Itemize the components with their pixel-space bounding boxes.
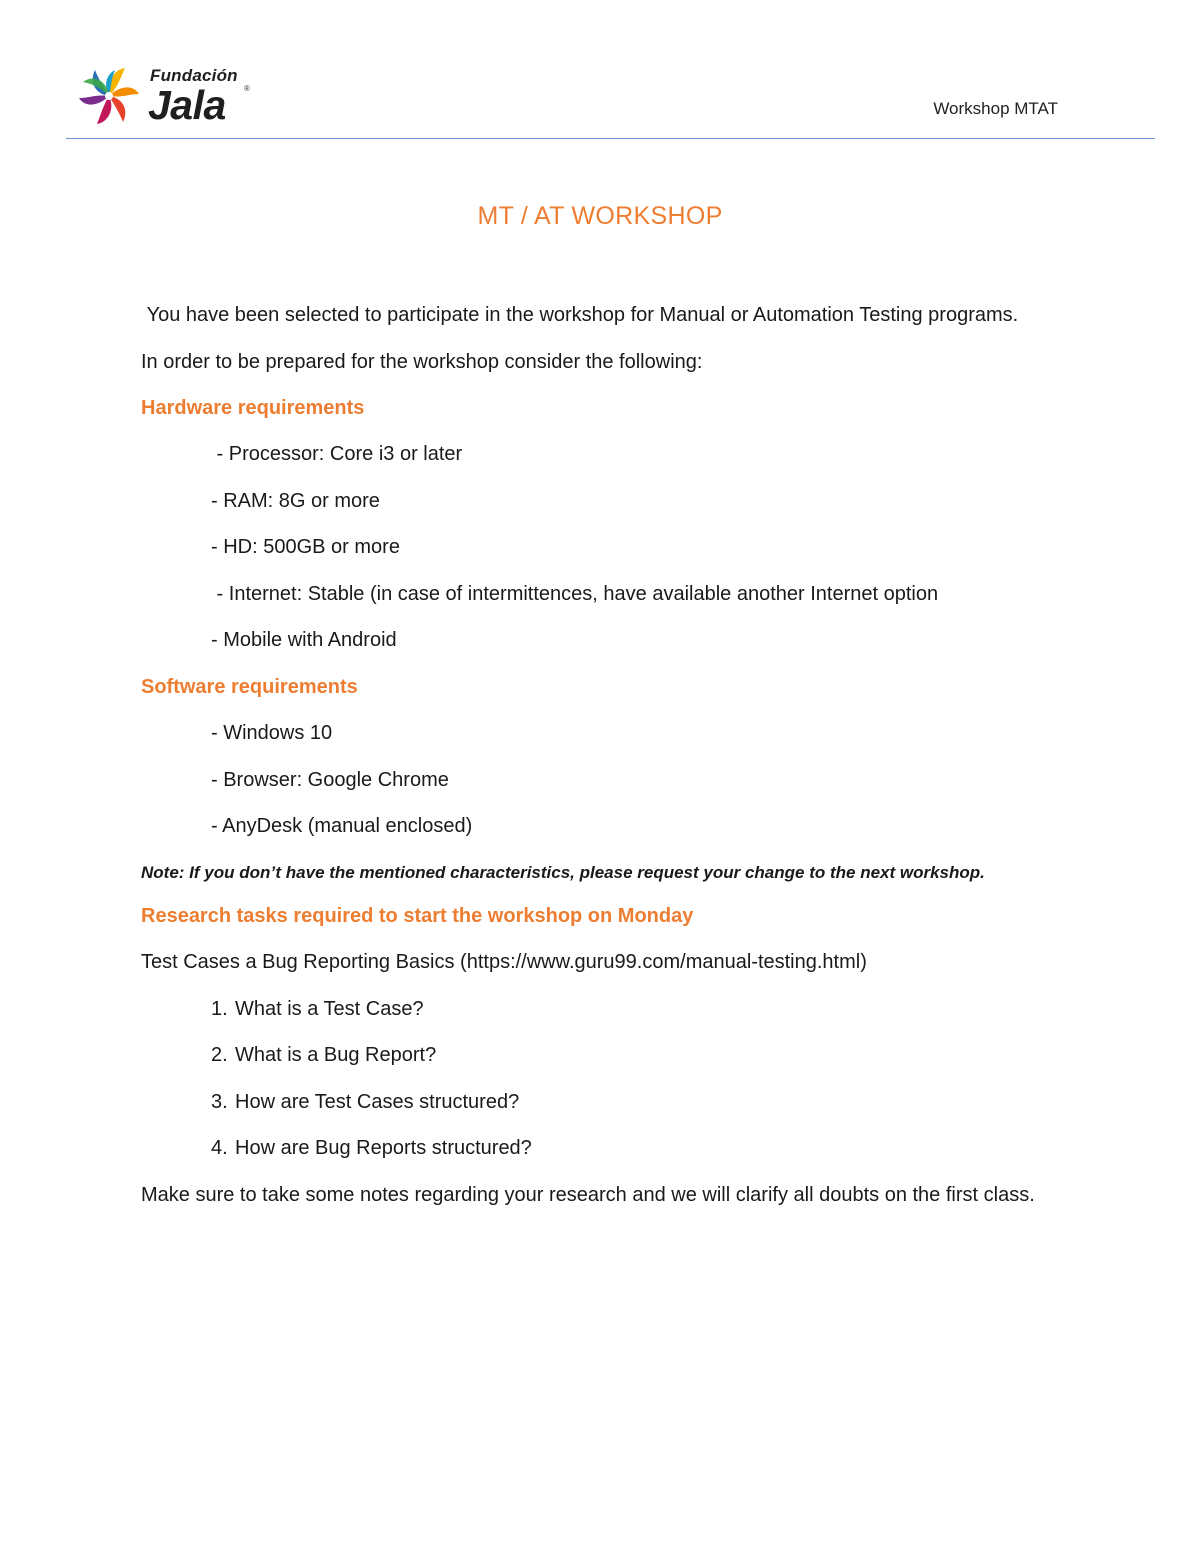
- logo-fundacion-text: Fundación: [150, 66, 238, 85]
- list-item-number: 4.: [211, 1137, 228, 1159]
- intro-paragraph: You have been selected to participate in the workshop for Manual or Automation Testing programs.: [141, 304, 1019, 326]
- list-item-text: How are Bug Reports structured?: [235, 1137, 532, 1159]
- list-item-text: What is a Test Case?: [235, 998, 424, 1020]
- list-item: [141, 994, 1059, 1025]
- research-question-list: [141, 994, 1059, 1164]
- closing-paragraph: Make sure to take some notes regarding your research and we will clarify all doubts on the first class.: [141, 1184, 1035, 1206]
- hardware-list: [141, 439, 1059, 656]
- note-text: Note: If you don’t have the mentioned characteristics, please request your change to the next workshop.: [141, 863, 985, 882]
- software-item-anydesk: - AnyDesk (manual enclosed): [211, 815, 473, 837]
- pinwheel-logo-icon: [76, 62, 142, 128]
- list-item: [141, 1087, 1059, 1118]
- hardware-heading: Hardware requirements: [141, 397, 365, 419]
- document-title: MT / AT WORKSHOP: [477, 202, 723, 230]
- prep-paragraph: In order to be prepared for the workshop consider the following:: [141, 351, 703, 373]
- software-list: [141, 718, 1059, 842]
- software-heading: Software requirements: [141, 676, 358, 698]
- document-body: [141, 300, 1059, 1211]
- hardware-item-processor: - Processor: Core i3 or later: [211, 443, 463, 465]
- research-heading: Research tasks required to start the workshop on Monday: [141, 905, 694, 927]
- hardware-item-hd: - HD: 500GB or more: [211, 536, 400, 558]
- list-item-text: What is a Bug Report?: [235, 1044, 437, 1066]
- list-item: [141, 1133, 1059, 1164]
- hardware-item-mobile: - Mobile with Android: [211, 629, 397, 651]
- registered-mark: ®: [244, 84, 250, 93]
- fundacion-jala-logo: [76, 62, 266, 132]
- logo-jala-text: Jala: [148, 82, 226, 128]
- header-divider: [66, 138, 1155, 139]
- hardware-item-ram: - RAM: 8G or more: [211, 490, 380, 512]
- header-label: Workshop MTAT: [933, 99, 1058, 118]
- list-item: [141, 1040, 1059, 1071]
- list-item-number: 3.: [211, 1091, 228, 1113]
- list-item-number: 1.: [211, 998, 228, 1020]
- list-item-text: How are Test Cases structured?: [235, 1091, 520, 1113]
- list-item-number: 2.: [211, 1044, 228, 1066]
- software-item-os: - Windows 10: [211, 722, 333, 744]
- research-intro: Test Cases a Bug Reporting Basics (https://www.guru99.com/manual-testing.html): [141, 951, 867, 973]
- hardware-item-internet: - Internet: Stable (in case of intermittences, have available another Internet option: [211, 583, 939, 605]
- software-item-browser: - Browser: Google Chrome: [211, 769, 449, 791]
